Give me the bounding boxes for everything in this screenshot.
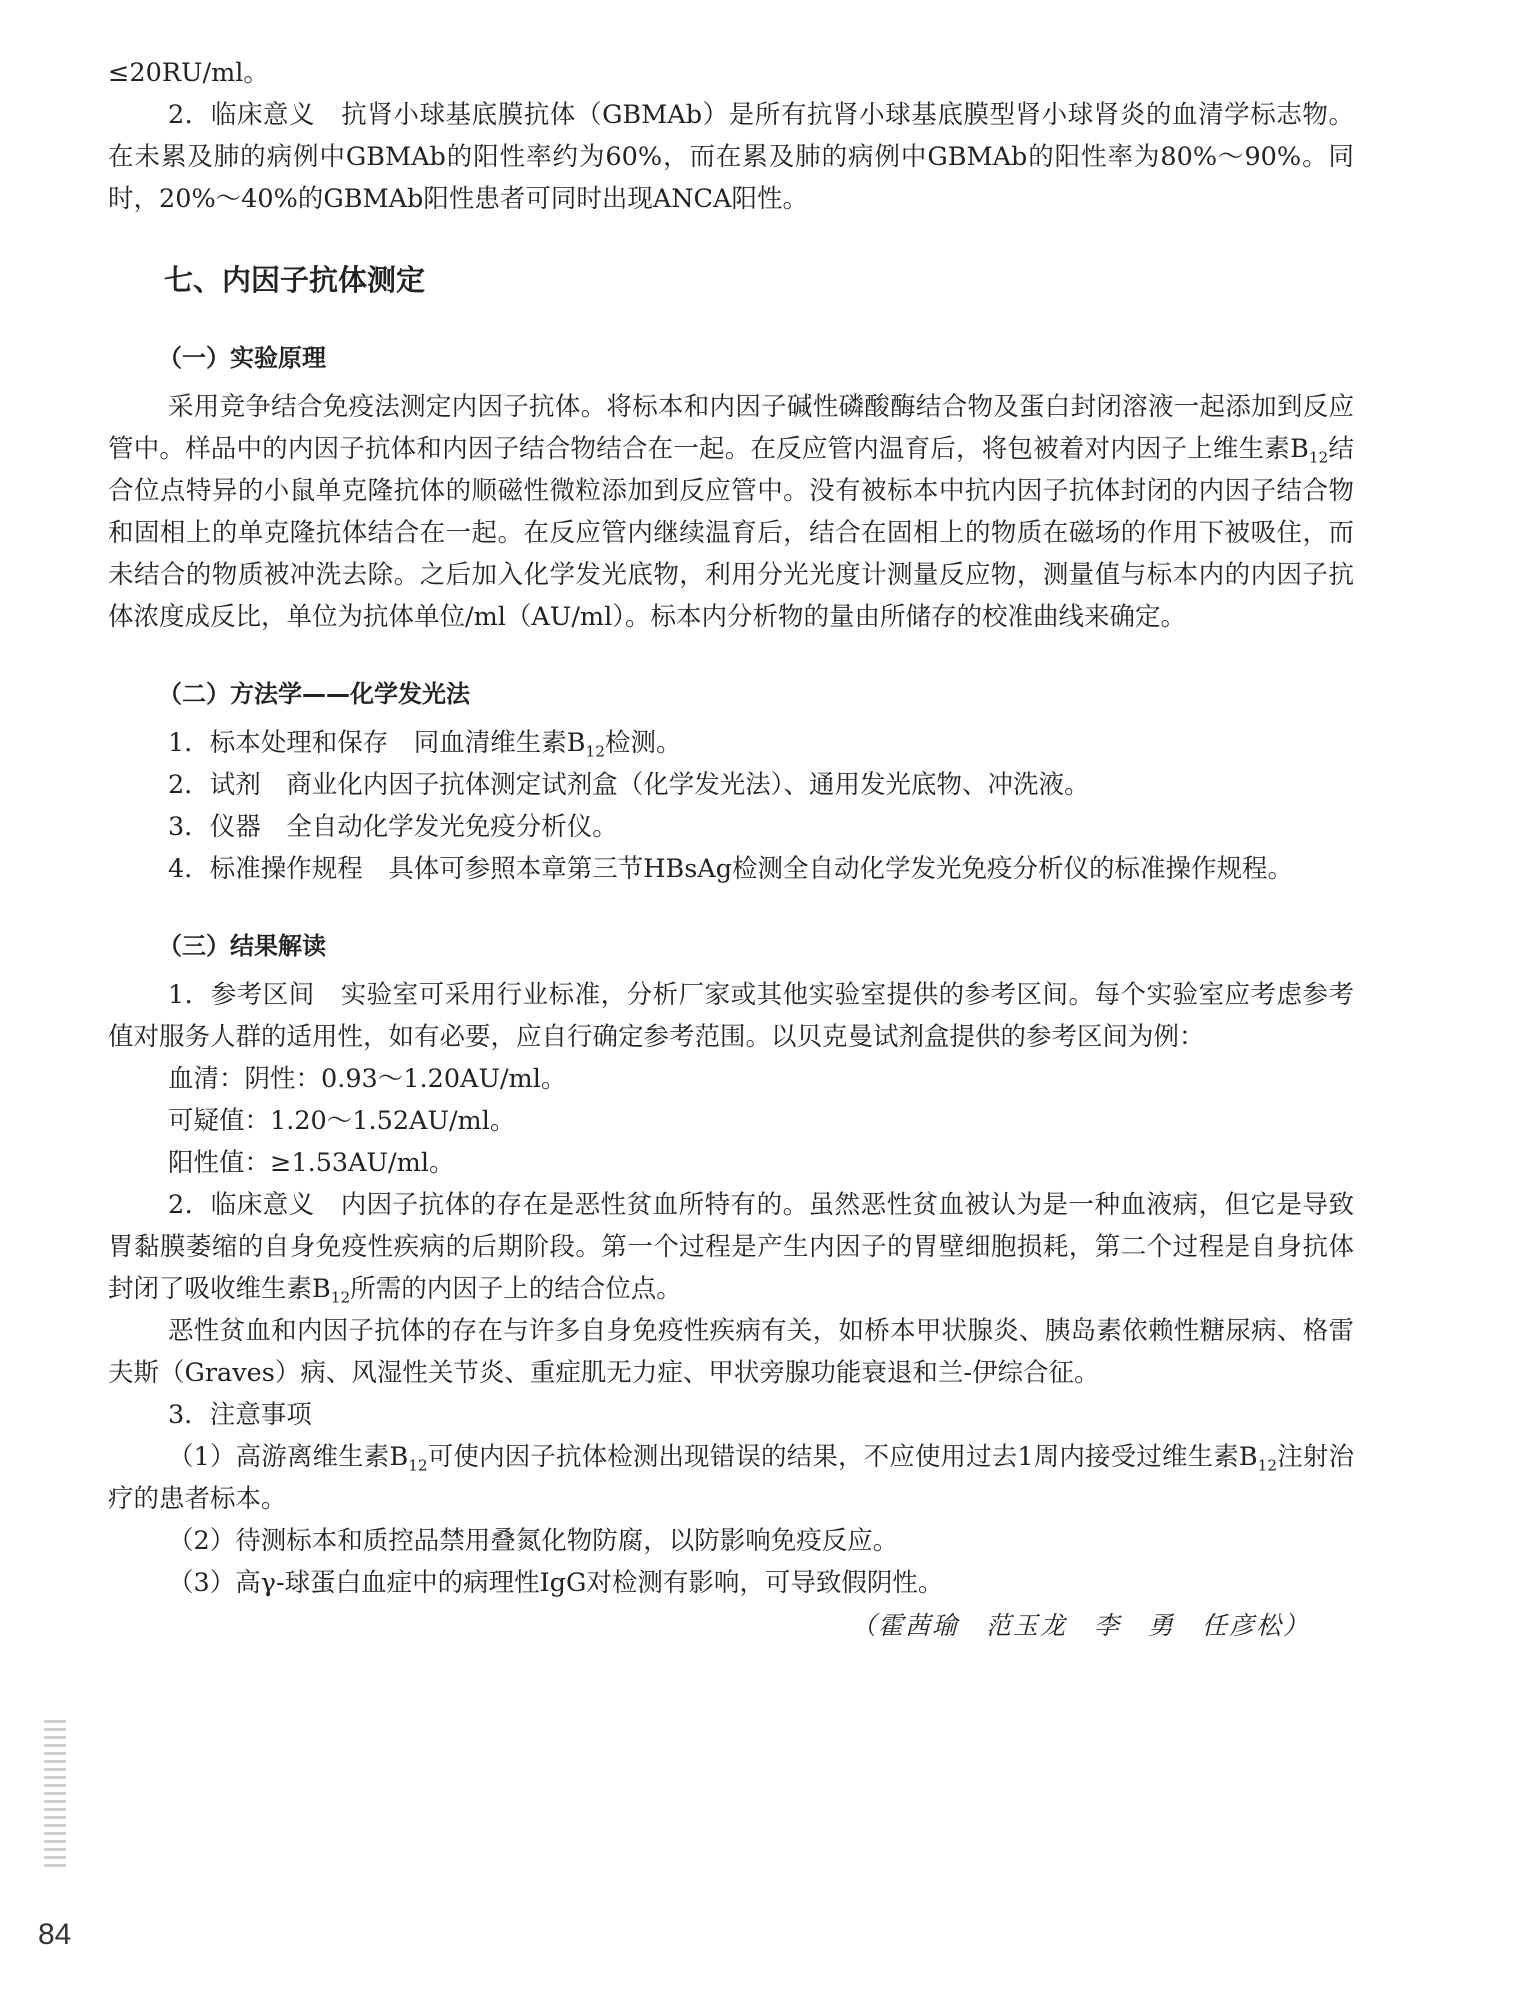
reference-value-negative: 血清：阴性：0.93～1.20AU/ml。 (168, 1064, 567, 1094)
note-1: （1）高游离维生素$B_{12}$可使内因子抗体检测出现错误的结果，不应使用过去1周内接受过维生素$B_{12}$注射治疗的患者标本。 (108, 1442, 1354, 1514)
continued-text: ≤20RU/ml。 (108, 58, 269, 88)
clinical-significance-paragraph: 2．临床意义 内因子抗体的存在是恶性贫血所特有的。虽然恶性贫血被认为是一种血液病，但它是导致胃黏膜萎缩的自身免疫性疾病的后期阶段。第一个过程是产生内因子的胃壁细胞损耗，第二个过程是自身抗体封闭了吸收维生素$B_{12}$所需的内因子上的结合位点。 (108, 1190, 1354, 1307)
method-item-4: 4．标准操作规程 具体可参照本章第三节HBsAg检测全自动化学发光免疫分析仪的标准操作规程。 (168, 854, 1294, 884)
method-item-3: 3．仪器 全自动化学发光免疫分析仪。 (168, 812, 618, 842)
reference-value-positive: 阳性值：≥1.53AU/ml。 (168, 1148, 455, 1178)
principle-paragraph: 采用竞争结合免疫法测定内因子抗体。将标本和内因子碱性磷酸酶结合物及蛋白封闭溶液一起添加到反应管中。样品中的内因子抗体和内因子结合物结合在一起。在反应管内温育后，将包被着对内因子上维生素$B_{12}$结合位点特异的小鼠单克隆抗体的顺磁性微粒添加到反应管中。没有被标本中抗内因子抗体封闭的内因子结合物和固相上的单克隆抗体结合在一起。在反应管内继续温育后，结合在固相上的物质在磁场的作用下被吸住，而未结合的物质被冲洗去除。之后加入化学发光底物，利用分光光度计测量反应物，测量值与标本内的内因子抗体浓度成反比，单位为抗体单位/ml（AU/ml）。标本内分析物的量由所储存的校准曲线来确定。 (108, 392, 1354, 632)
disease-association-paragraph: 恶性贫血和内因子抗体的存在与许多自身免疫性疾病有关，如桥本甲状腺炎、胰岛素依赖性糖尿病、格雷夫斯（Graves）病、风湿性关节炎、重症肌无力症、甲状旁腺功能衰退和兰-伊综合征。 (108, 1316, 1354, 1388)
subsection-title-method: （二）方法学——化学发光法 (158, 680, 470, 708)
section-title: 七、内因子抗体测定 (164, 263, 426, 297)
subsection-title-result: （三）结果解读 (158, 932, 326, 960)
note-3: （3）高γ-球蛋白血症中的病理性IgG对检测有影响，可导致假阴性。 (168, 1568, 944, 1598)
method-item-2: 2．试剂 商业化内因子抗体测定试剂盒（化学发光法）、通用发光底物、冲洗液。 (168, 770, 1090, 800)
page-body (108, 52, 1354, 1648)
method-item-1: 1．标本处理和保存 同血清维生素$B_{12}$检测。 (168, 728, 682, 761)
gbm-clinical-paragraph: 2．临床意义 抗肾小球基底膜抗体（GBMAb）是所有抗肾小球基底膜型肾小球肾炎的血清学标志物。在未累及肺的病例中GBMAb的阳性率约为60%，而在累及肺的病例中GBMAb的阳性率为80%～90%。同时，20%～40%的GBMAb阳性患者可同时出现ANCA阳性。 (108, 100, 1354, 214)
reference-interval-paragraph: 1．参考区间 实验室可采用行业标准，分析厂家或其他实验室提供的参考区间。每个实验室应考虑参考值对服务人群的适用性，如有必要，应自行确定参考范围。以贝克曼试剂盒提供的参考区间为例： (108, 980, 1354, 1052)
notes-heading: 3．注意事项 (168, 1400, 312, 1430)
authors-line: （霍茜瑜 范玉龙 李 勇 任彦松） (850, 1611, 1310, 1640)
page-number: 84 (38, 1918, 72, 1951)
margin-ruler-decoration (44, 1720, 66, 1872)
note-2: （2）待测标本和质控品禁用叠氮化物防腐，以防影响免疫反应。 (168, 1526, 899, 1556)
subsection-title-principle: （一）实验原理 (158, 344, 326, 372)
reference-value-equivocal: 可疑值：1.20～1.52AU/ml。 (168, 1106, 516, 1136)
